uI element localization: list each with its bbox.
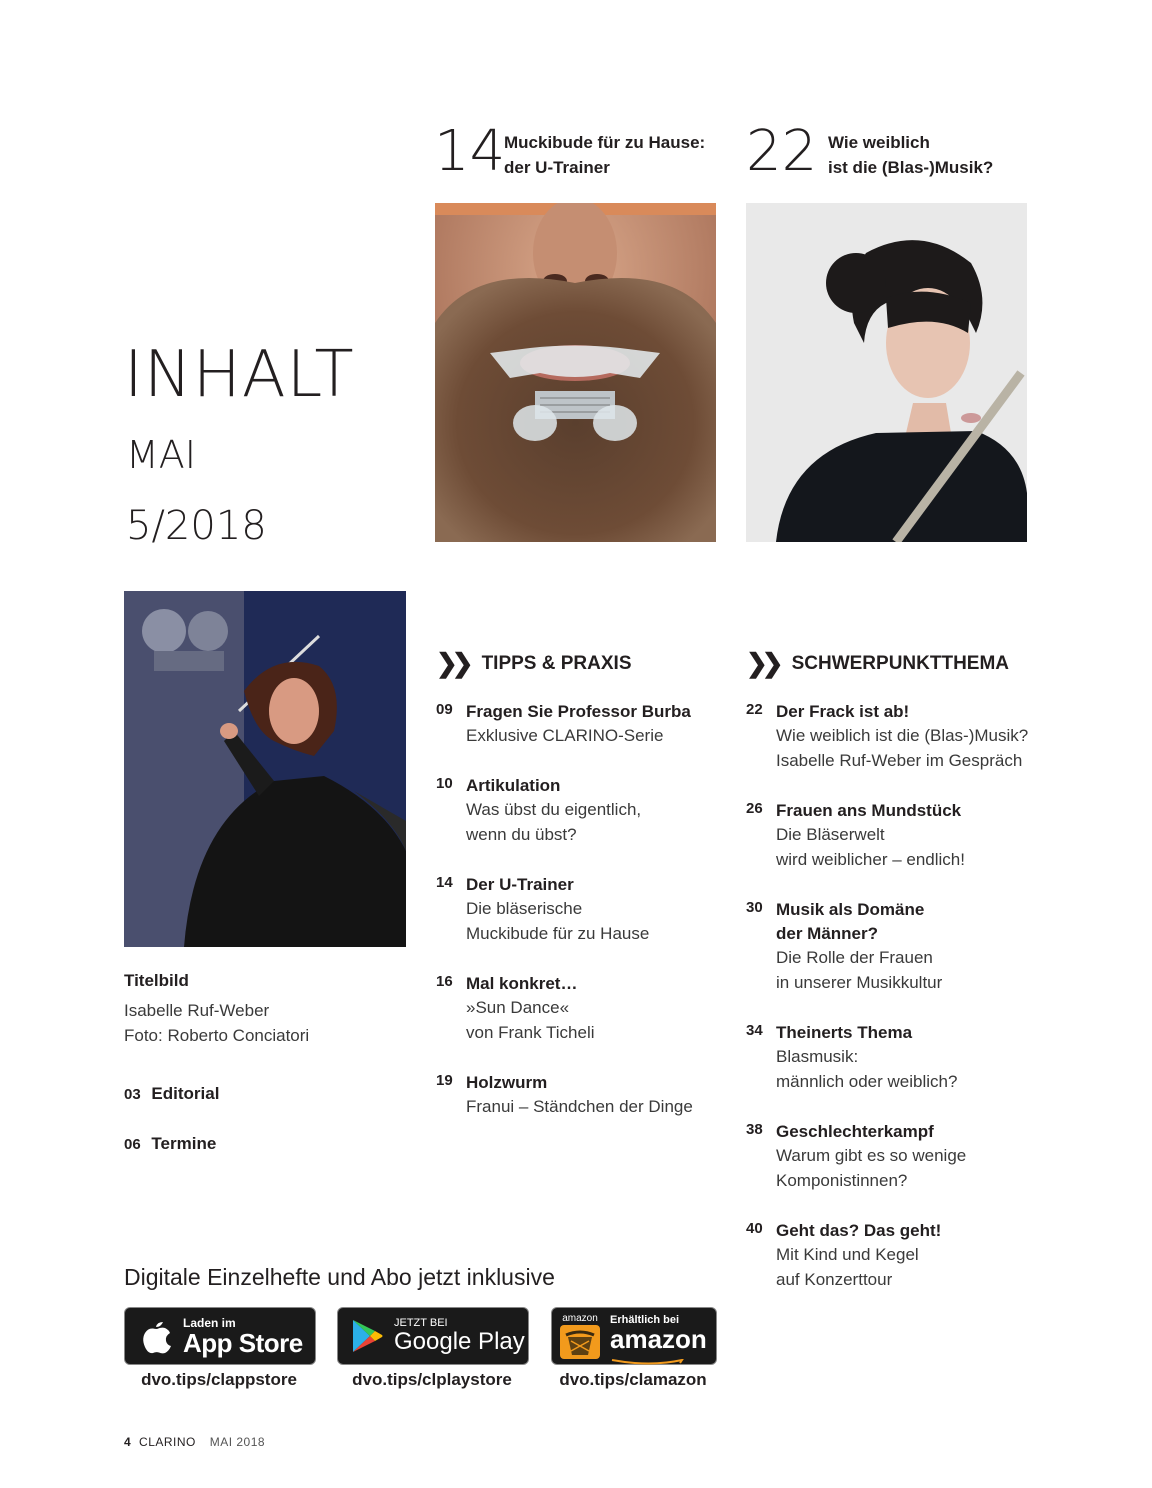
toc-entry-editorial[interactable] xyxy=(124,1084,219,1104)
toc-entry-desc: Komponistinnen? xyxy=(776,1170,908,1190)
toc-page-number: 22 xyxy=(746,701,763,718)
amazon-brand-text: amazon xyxy=(562,1313,598,1324)
teaser-title-line: Wie weiblich xyxy=(828,133,930,152)
toc-entry-desc: Warum gibt es so wenige xyxy=(776,1146,967,1165)
toc-page-number: 19 xyxy=(436,1072,453,1089)
badge-small-text: Erhältlich bei xyxy=(610,1314,680,1326)
toc-entry-desc: in unserer Musikkultur xyxy=(776,972,943,992)
app-store-badge[interactable] xyxy=(124,1307,316,1365)
toc-page-number: 40 xyxy=(746,1220,763,1237)
amazon-app-icon xyxy=(560,1325,600,1359)
toc-entry-desc: männlich oder weiblich? xyxy=(776,1071,958,1091)
toc-page-number: 06 xyxy=(124,1136,141,1153)
toc-entry-title: Fragen Sie Professor Burba xyxy=(466,702,691,721)
toc-entry-title: Holzwurm xyxy=(466,1073,548,1092)
toc-entry[interactable] xyxy=(746,1120,1066,1193)
toc-entry[interactable] xyxy=(436,1071,756,1120)
double-chevron-icon: ❯❯ xyxy=(436,648,468,678)
toc-entry-desc: Franui – Ständchen der Dinge xyxy=(466,1097,693,1116)
toc-entry[interactable] xyxy=(436,774,756,847)
toc-entry-title: der Männer? xyxy=(776,924,879,943)
toc-entry-title: Geschlechterkampf xyxy=(776,1122,934,1141)
toc-entry-title: Musik als Domäne xyxy=(776,900,925,919)
page-footer xyxy=(124,1435,265,1449)
toc-page-number: 10 xyxy=(436,775,453,792)
toc-entry[interactable] xyxy=(746,898,1066,995)
toc-entry[interactable] xyxy=(746,799,1066,872)
footer-magazine: CLARINO xyxy=(139,1435,196,1449)
u-trainer-photo xyxy=(435,203,716,542)
toc-entry-title: Frauen ans Mundstück xyxy=(776,801,962,820)
toc-entry-desc: Isabelle Ruf-Weber im Gespräch xyxy=(776,750,1023,770)
toc-entry-title: Mal konkret… xyxy=(466,974,578,993)
google-play-link[interactable]: dvo.tips/clplaystore xyxy=(352,1370,512,1389)
google-play-icon xyxy=(350,1318,384,1354)
toc-entry-termine[interactable] xyxy=(124,1134,216,1154)
toc-entry-title: Termine xyxy=(151,1134,217,1153)
toc-entry-desc: Exklusive CLARINO-Serie xyxy=(466,726,664,745)
toc-page-number: 34 xyxy=(746,1022,763,1039)
digital-promo-heading: Digitale Einzelhefte und Abo jetzt inklusive xyxy=(124,1264,555,1290)
badge-big-text: App Store xyxy=(183,1328,303,1358)
toc-entry-desc: von Frank Ticheli xyxy=(466,1022,595,1042)
section-heading-label: SCHWERPUNKTTHEMA xyxy=(791,652,1010,674)
teaser-page-number: 14 xyxy=(434,119,506,184)
toc-entry-desc: Mit Kind und Kegel xyxy=(776,1245,919,1264)
amazon-badge[interactable] xyxy=(551,1307,717,1365)
toc-entry-desc: Muckibude für zu Hause xyxy=(466,923,650,943)
toc-entry-desc: »Sun Dance« xyxy=(466,998,570,1017)
toc-entry-desc: wenn du übst? xyxy=(466,824,577,844)
toc-entry-title: Der Frack ist ab! xyxy=(776,702,910,721)
teaser-title xyxy=(828,130,993,180)
toc-entry[interactable] xyxy=(746,700,1066,773)
toc-entry-desc: Die Bläserwelt xyxy=(776,825,885,844)
toc-page-number: 30 xyxy=(746,899,763,916)
toc-page-number: 38 xyxy=(746,1121,763,1138)
section-heading-label: TIPPS & PRAXIS xyxy=(481,652,632,674)
toc-entry-title: Der U-Trainer xyxy=(466,875,574,894)
toc-entry-desc: wird weiblicher – endlich! xyxy=(776,849,965,869)
toc-page-number: 14 xyxy=(436,874,453,891)
footer-date: MAI 2018 xyxy=(209,1435,266,1449)
woman-with-flute-image xyxy=(746,203,1027,542)
section-heading-tipps xyxy=(436,648,632,679)
toc-entry-title: Geht das? Das geht! xyxy=(776,1221,942,1240)
google-play-badge[interactable] xyxy=(337,1307,529,1365)
toc-entry-desc: Was übst du eigentlich, xyxy=(466,800,642,819)
issue-number: 5/2018 xyxy=(126,503,267,549)
teaser-page-number: 22 xyxy=(746,119,818,184)
amazon-smile-icon xyxy=(610,1352,690,1358)
cover-label: Titelbild xyxy=(124,971,189,990)
toc-entry-desc: Wie weiblich ist die (Blas-)Musik? xyxy=(776,726,1029,745)
footer-page-number: 4 xyxy=(124,1435,132,1449)
cover-photo-credit: Foto: Roberto Conciatori xyxy=(124,1025,310,1045)
page-title: INHALT xyxy=(124,338,355,412)
bearded-man-image xyxy=(435,203,716,542)
teaser-title-line: der U-Trainer xyxy=(504,158,610,177)
conductor-image xyxy=(124,591,406,947)
badge-big-text: Google Play xyxy=(394,1328,525,1355)
teaser-title xyxy=(504,130,705,180)
teaser-title-line: ist die (Blas-)Musik? xyxy=(828,158,994,177)
toc-entry-desc: Blasmusik: xyxy=(776,1047,859,1066)
toc-entry[interactable] xyxy=(746,1219,1066,1292)
amazon-logo xyxy=(560,1313,600,1359)
toc-entry-desc: Die Rolle der Frauen xyxy=(776,948,933,967)
section-heading-schwerpunkt xyxy=(746,648,1009,679)
badge-big-text: amazon xyxy=(610,1324,707,1354)
cover-name: Isabelle Ruf-Weber xyxy=(124,1001,270,1020)
toc-entry[interactable] xyxy=(746,1021,1066,1094)
amazon-link[interactable]: dvo.tips/clamazon xyxy=(559,1370,707,1389)
double-chevron-icon: ❯❯ xyxy=(746,648,778,678)
teaser-title-line: Muckibude für zu Hause: xyxy=(504,133,706,152)
app-store-link[interactable]: dvo.tips/clappstore xyxy=(141,1370,297,1389)
toc-page-number: 26 xyxy=(746,800,763,817)
toc-entry-desc: Die bläserische xyxy=(466,899,583,918)
toc-entry[interactable] xyxy=(436,700,756,749)
cover-photo xyxy=(124,591,406,947)
toc-entry-title: Artikulation xyxy=(466,776,561,795)
toc-entry[interactable] xyxy=(436,972,756,1045)
apple-icon xyxy=(141,1318,173,1354)
toc-entry-desc: auf Konzerttour xyxy=(776,1269,893,1289)
issue-month: MAI xyxy=(126,433,196,477)
toc-page-number: 03 xyxy=(124,1086,141,1103)
toc-entry-title: Editorial xyxy=(151,1084,220,1103)
cover-caption xyxy=(124,999,309,1048)
toc-page-number: 16 xyxy=(436,973,453,990)
badge-small-text: JETZT BEI xyxy=(394,1317,448,1329)
badge-small-text: Laden im xyxy=(183,1316,236,1330)
toc-entry[interactable] xyxy=(436,873,756,946)
flutist-photo xyxy=(746,203,1027,542)
toc-page-number: 09 xyxy=(436,701,453,718)
toc-entry-title: Theinerts Thema xyxy=(776,1023,913,1042)
